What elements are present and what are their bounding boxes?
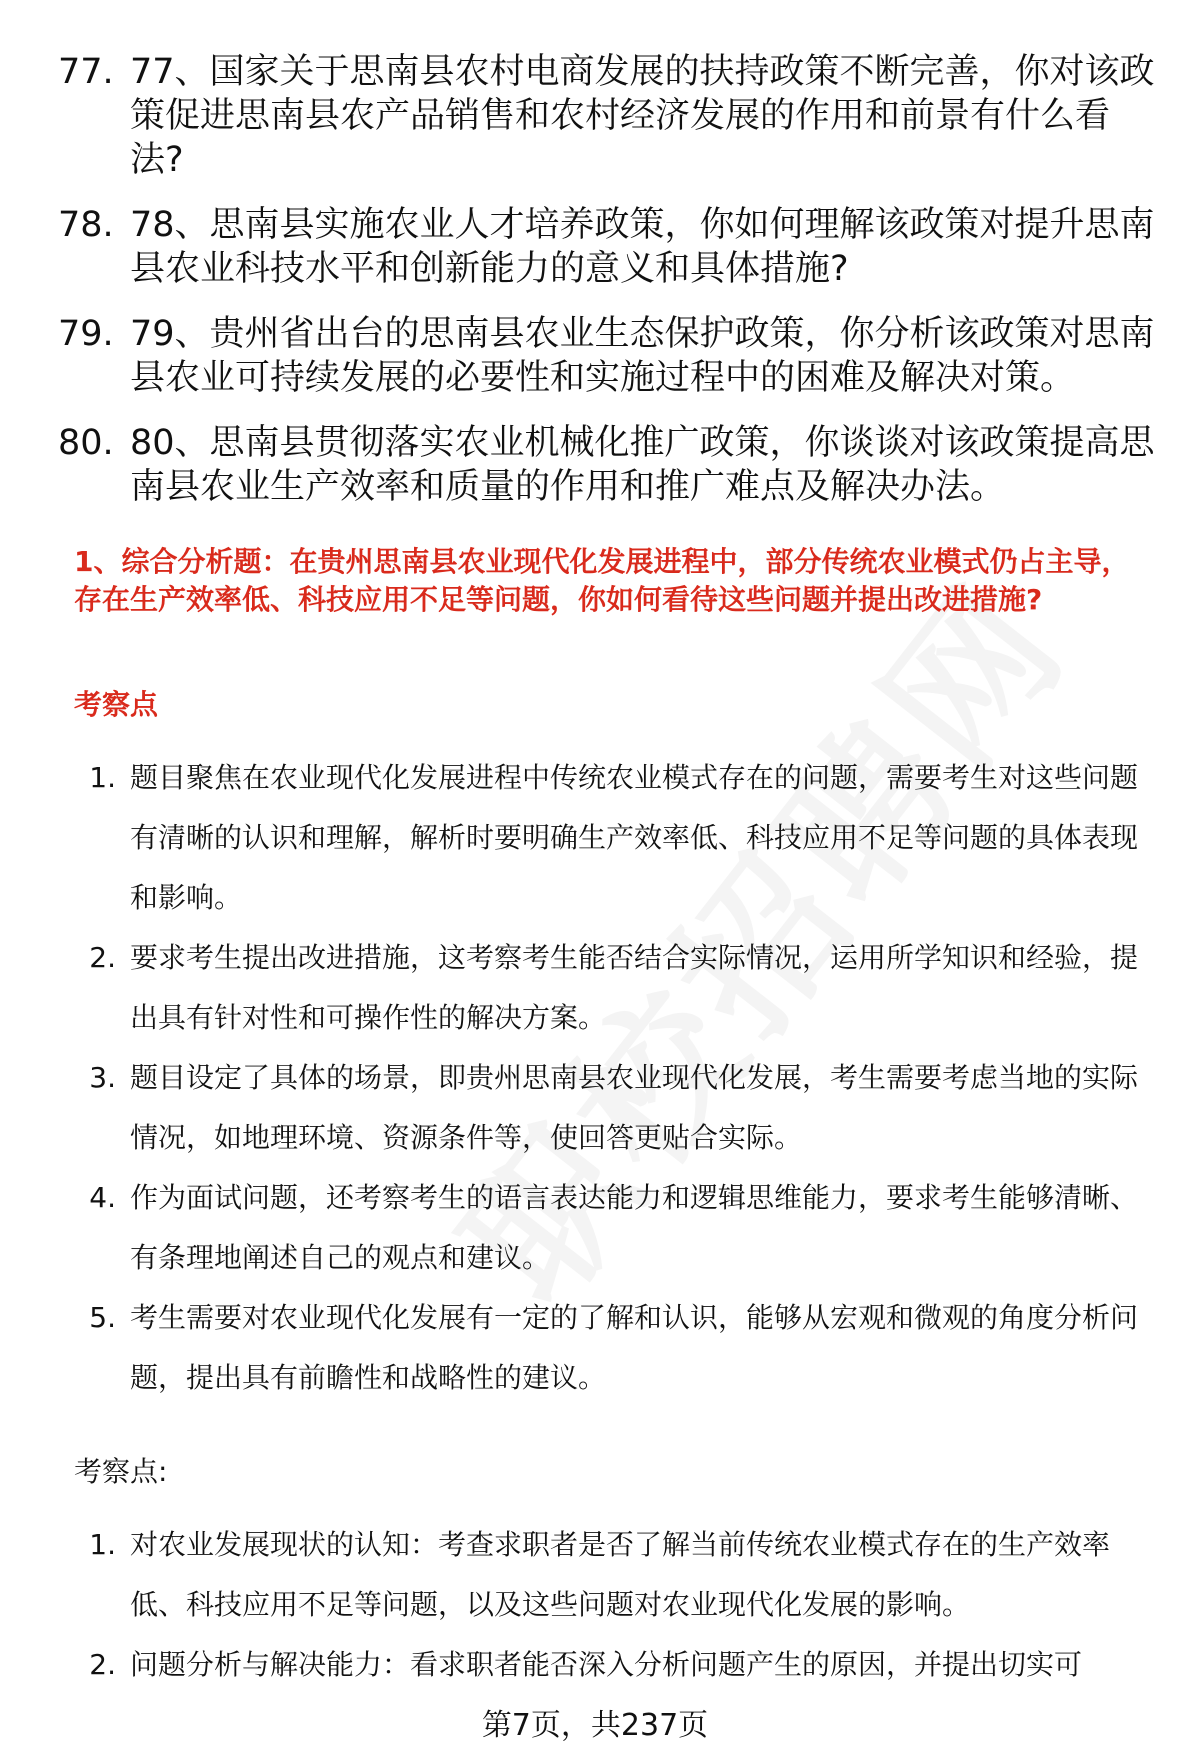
list-item: [74, 1288, 1154, 1408]
item-text: 作为面试问题，还考察考生的语言表达能力和逻辑思维能力，要求考生能够清晰、有条理地阐述自己的观点和建议。: [130, 1181, 1139, 1274]
exam-points-list-2: [74, 1515, 1154, 1695]
question-text: 80、思南县贯彻落实农业机械化推广政策，你谈谈对该政策提高思南县农业生产效率和质量的作用和推广难点及解决办法。: [130, 423, 1155, 507]
list-item: [74, 1168, 1154, 1288]
question-item: [58, 203, 1158, 291]
list-item: [74, 1048, 1154, 1168]
item-number: 5.: [89, 1301, 116, 1334]
list-item: [74, 748, 1154, 928]
item-number: 1.: [89, 761, 116, 794]
exam-points-list: [74, 748, 1154, 1408]
item-text: 问题分析与解决能力：看求职者能否深入分析问题产生的原因，并提出切实可: [130, 1648, 1083, 1681]
question-item: [58, 50, 1158, 182]
question-item: [58, 312, 1158, 400]
item-text: 考生需要对农业现代化发展有一定的了解和认识，能够从宏观和微观的角度分析问题，提出具有前瞻性和战略性的建议。: [130, 1301, 1139, 1394]
item-text: 要求考生提出改进措施，这考察考生能否结合实际情况，运用所学知识和经验，提出具有针对性和可操作性的解决方案。: [130, 941, 1139, 1034]
item-text: 对农业发展现状的认知：考查求职者是否了解当前传统农业模式存在的生产效率低、科技应用不足等问题，以及这些问题对农业现代化发展的影响。: [130, 1528, 1111, 1621]
list-item: [74, 1515, 1154, 1635]
question-list: [58, 50, 1158, 530]
question-item: [58, 421, 1158, 509]
question-number: 78.: [58, 205, 114, 245]
item-number: 4.: [89, 1181, 116, 1214]
question-text: 79、贵州省出台的思南县农业生态保护政策，你分析该政策对思南县农业可持续发展的必要性和实施过程中的困难及解决对策。: [130, 314, 1155, 398]
item-number: 3.: [89, 1061, 116, 1094]
question-text: 78、思南县实施农业人才培养政策，你如何理解该政策对提升思南县农业科技水平和创新能力的意义和具体措施?: [130, 205, 1155, 289]
item-number: 1.: [89, 1528, 116, 1561]
item-number: 2.: [89, 941, 116, 974]
section-heading-exam-points-2: 考察点:: [74, 1455, 168, 1488]
section-heading-exam-points: 考察点: [74, 688, 159, 721]
item-number: 2.: [89, 1648, 116, 1681]
item-text: 题目设定了具体的场景，即贵州思南县农业现代化发展，考生需要考虑当地的实际情况，如地理环境、资源条件等，使回答更贴合实际。: [130, 1061, 1139, 1154]
question-number: 79.: [58, 314, 114, 354]
analysis-question-title: 1、综合分析题：在贵州思南县农业现代化发展进程中，部分传统农业模式仍占主导，存在生产效率低、科技应用不足等问题，你如何看待这些问题并提出改进措施?: [74, 545, 1130, 616]
list-item: [74, 928, 1154, 1048]
question-text: 77、国家关于思南县农村电商发展的扶持政策不断完善，你对该政策促进思南县农产品销售和农村经济发展的作用和前景有什么看法?: [130, 52, 1155, 180]
question-number: 77.: [58, 52, 114, 92]
item-text: 题目聚焦在农业现代化发展进程中传统农业模式存在的问题，需要考生对这些问题有清晰的认识和理解，解析时要明确生产效率低、科技应用不足等问题的具体表现和影响。: [130, 761, 1139, 914]
list-item: [74, 1635, 1154, 1695]
question-number: 80.: [58, 423, 114, 463]
page-number-footer: 第7页，共237页: [481, 1708, 709, 1743]
